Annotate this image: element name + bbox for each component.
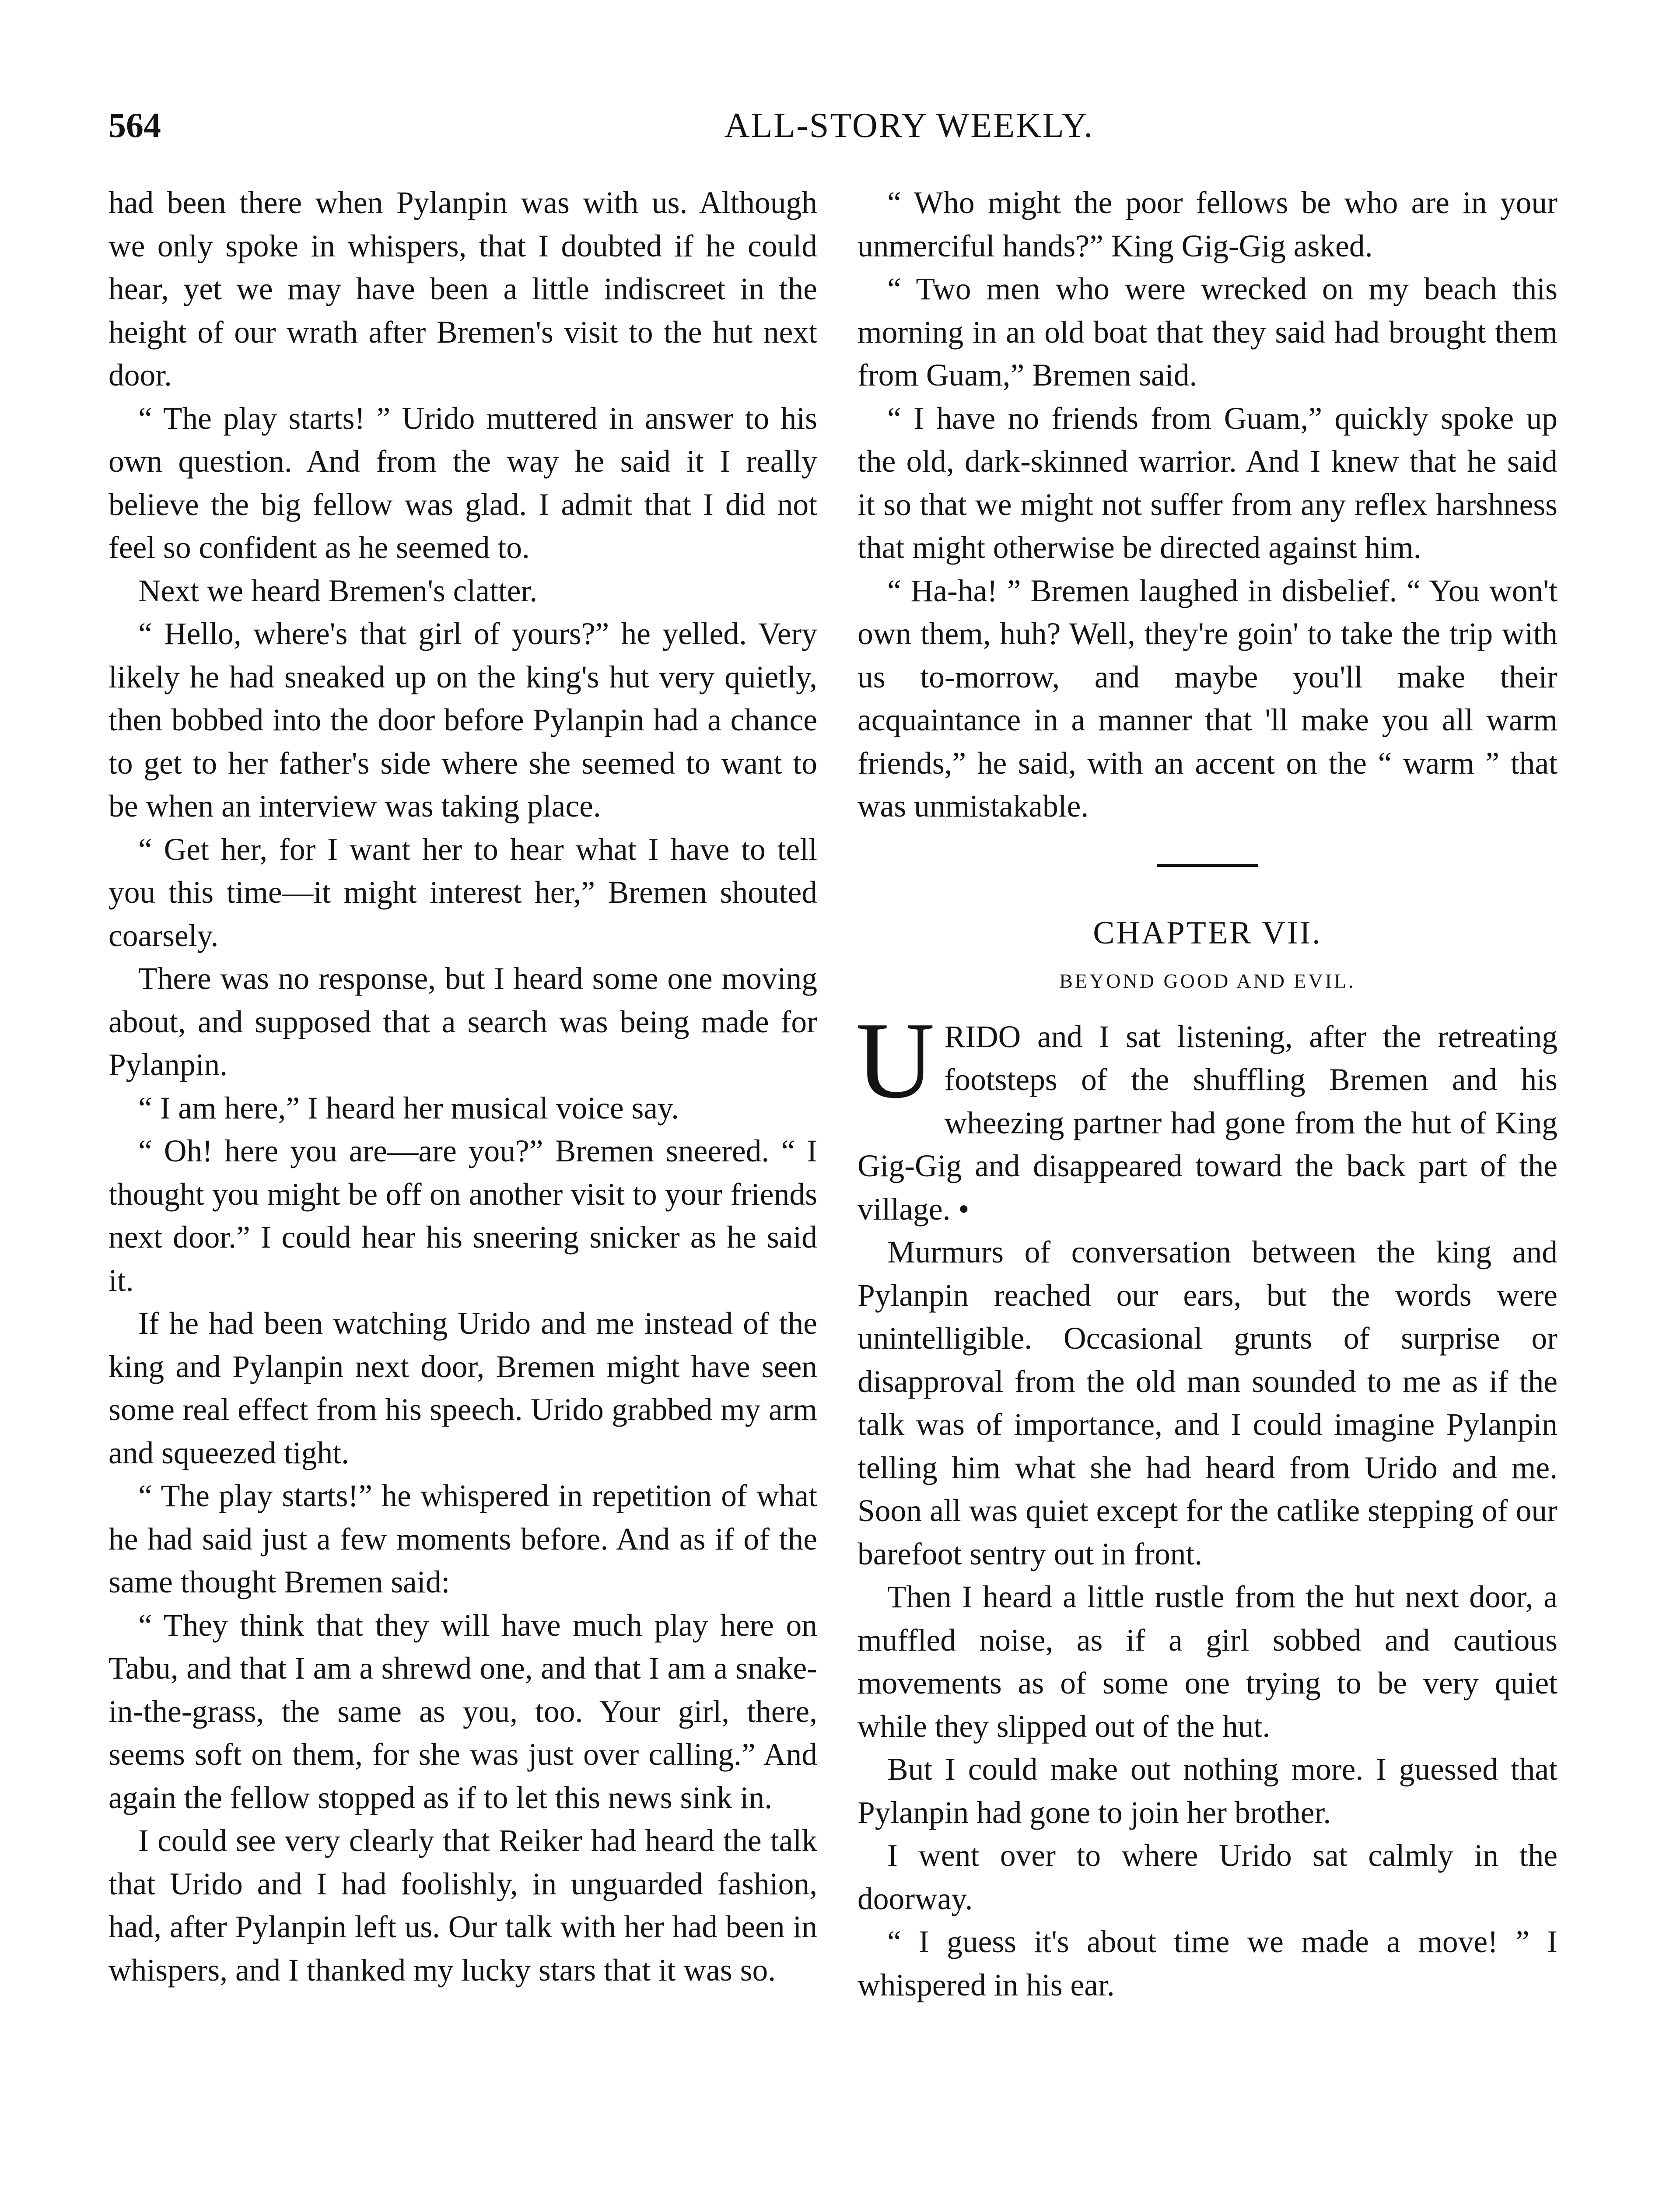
paragraph: “ Two men who were wrecked on my beach this morning in an old boat that they said had brought them from Guam,” Bremen said. (858, 272, 1558, 393)
paragraph: “ I guess it's about time we made a move! ” I whispered in his ear. (858, 1925, 1558, 2002)
drop-cap: U (856, 999, 935, 1121)
paragraph: There was no response, but I heard some one moving about, and supposed that a search was being made for Pylanpin. (108, 961, 817, 1082)
paragraph: had been there when Pylanpin was with us. Although we only spoke in whispers, that I doubted if he could hear, yet we may have been a little indiscreet in the height of our wrath after Bremen's visit to the hut next door. (108, 186, 817, 393)
opening-text: RIDO and I sat listening, after the retreating footsteps of the shuffling Bremen and his wheezing partner had gone from the hut of King Gig-Gig and disappeared toward the back part of the village. • (858, 1019, 1558, 1227)
paragraph: “ The play starts!” he whispered in repetition of what he had said just a few moments before. And as if of the same thought Bremen said: (108, 1479, 817, 1599)
paragraph: “ Hello, where's that girl of yours?” he yelled. Very likely he had sneaked up on the king's hut very quietly, then bobbed into the door before Pylanpin had a chance to get to her father's side where she seemed to want to be when an interview was taking place. (108, 617, 817, 824)
paragraph: Then I heard a little rustle from the hut next door, a muffled noise, as if a girl sobbed and cautious movements as of some one trying to be very quiet while they slipped out of the hut. (858, 1580, 1558, 1744)
left-column (108, 182, 817, 1992)
section-divider (1157, 864, 1258, 867)
paragraph: I went over to where Urido sat calmly in the doorway. (858, 1838, 1558, 1916)
running-head: ALL-STORY WEEKLY. (724, 106, 1094, 145)
paragraph: But I could make out nothing more. I guessed that Pylanpin had gone to join her brother. (858, 1752, 1558, 1830)
page-header (108, 102, 1600, 150)
paragraph: “ Oh! here you are—are you?” Bremen sneered. “ I thought you might be off on another visit to your friends next door.” I could hear his sneering snicker as he said it. (108, 1134, 817, 1298)
paragraph: “ Who might the poor fellows be who are in your unmerciful hands?” King Gig-Gig asked. (858, 186, 1558, 263)
chapter-title: CHAPTER VII. (1093, 915, 1322, 951)
paragraph: Next we heard Bremen's clatter. (138, 573, 538, 608)
right-column (858, 182, 1558, 2007)
paragraph: “ I have no friends from Guam,” quickly spoke up the old, dark-skinned warrior. And I knew that he said it so that we might not suffer from any reflex harshness that might otherwise be directed against him. (858, 401, 1558, 565)
paragraph: If he had been watching Urido and me instead of the king and Pylanpin next door, Bremen might have seen some real effect from his speech. Urido grabbed my arm and squeezed tight. (108, 1306, 817, 1470)
page-number: 564 (108, 106, 161, 145)
paragraph: “ Ha-ha! ” Bremen laughed in disbelief. “ You won't own them, huh? Well, they're goin' to take the trip with us to-morrow, and maybe you'll make their acquaintance in a manner that 'll make you all warm friends,” he said, with an accent on the “ warm ” that was unmistakable. (858, 573, 1558, 824)
paragraph: “ I am here,” I heard her musical voice say. (138, 1090, 679, 1126)
paragraph: I could see very clearly that Reiker had heard the talk that Urido and I had foolishly, in unguarded fashion, had, after Pylanpin left us. Our talk with her had been in whispers, and I thanked my lucky stars that it was so. (108, 1823, 817, 1988)
paragraph: Murmurs of conversation between the king and Pylanpin reached our ears, but the words were unintelligible. Occasional grunts of surprise or disapproval from the old man sounded to me as if the talk was of importance, and I could imagine Pylanpin telling him what she had heard from Urido and me. Soon all was quiet except for the catlike stepping of our barefoot sentry out in front. (858, 1235, 1558, 1571)
chapter-opening-paragraph (856, 999, 1558, 1231)
paragraph: “ They think that they will have much play here on Tabu, and that I am a shrewd one, and that I am a snake-in-the-grass, the same as you, too. Your girl, there, seems soft on them, for she was just over calling.” And again the fellow stopped as if to let this news sink in. (108, 1608, 817, 1815)
paragraph: “ Get her, for I want her to hear what I have to tell you this time—it might interest her,” Bremen shouted coarsely. (108, 832, 817, 953)
chapter-subtitle: BEYOND GOOD AND EVIL. (1059, 969, 1356, 992)
paragraph: “ The play starts! ” Urido muttered in answer to his own question. And from the way he said it I really believe the big fellow was glad. I admit that I did not feel so confident as he seemed to. (108, 401, 817, 565)
